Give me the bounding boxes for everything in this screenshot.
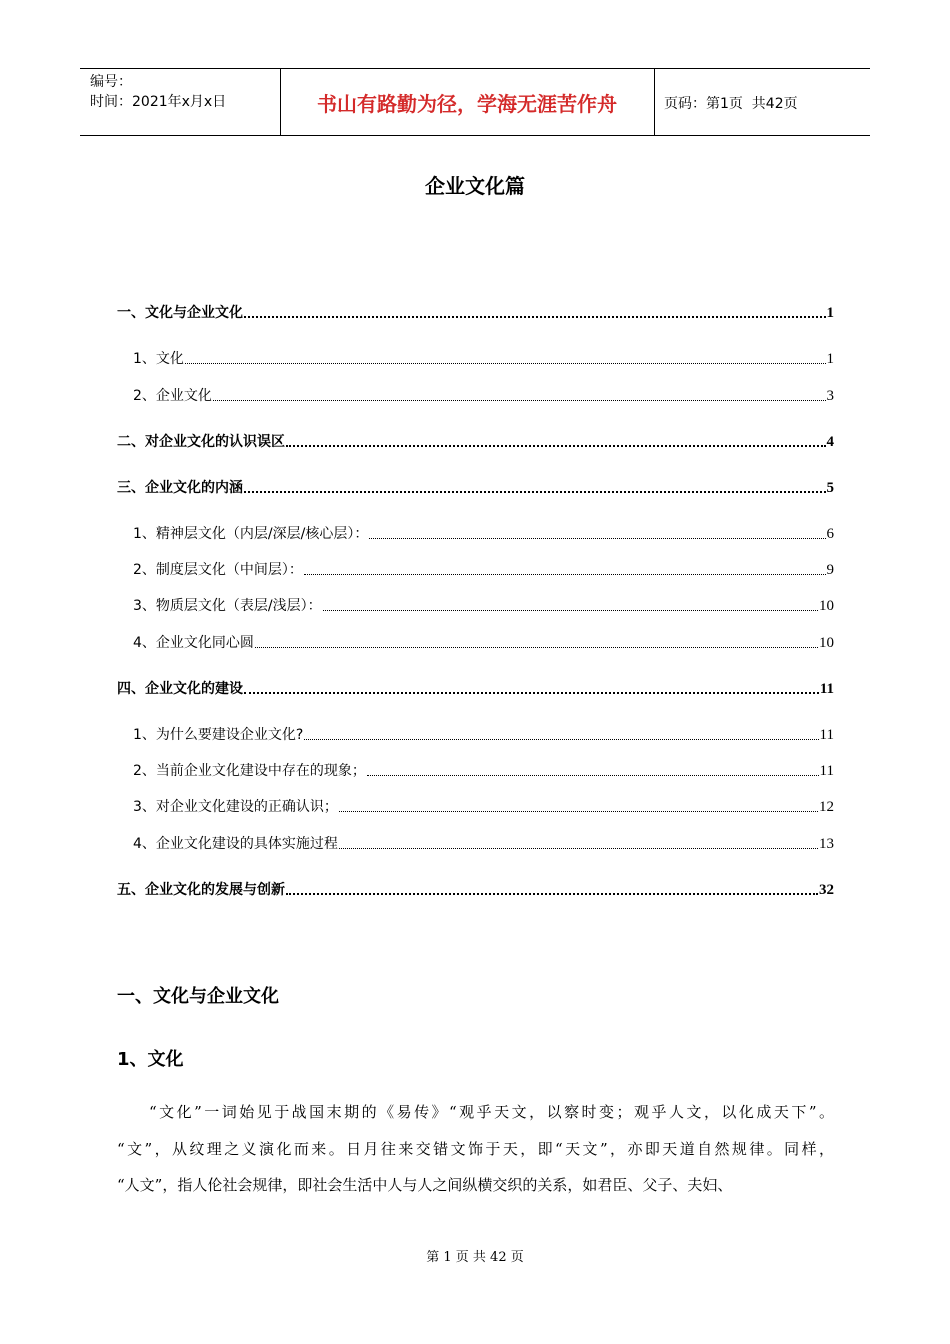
toc-entry-section[interactable] (133, 385, 834, 405)
toc-entry-section[interactable] (133, 796, 834, 816)
toc-leader-dots (304, 574, 826, 575)
paragraph-line: “文化”一词始见于战国末期的《易传》“观乎天文，以察时变；观乎人文，以化成天下”。 (149, 1103, 834, 1121)
body-paragraph (117, 1094, 834, 1204)
toc-entry-title: 四、企业文化的建设 (117, 681, 243, 697)
toc-entry-chapter[interactable] (117, 477, 834, 497)
paragraph-line: “文”，从纹理之义演化而来。日月往来交错文饰于天，即“天文”，亦即天道自然规律。同样， (117, 1139, 834, 1158)
toc-page-number: 10 (819, 598, 834, 614)
toc-entry-title: 1、精神层文化（内层/深层/核心层）： (133, 526, 369, 542)
toc-entry-section[interactable] (133, 724, 834, 744)
page-info-text: 页码：第1页 共42页 (664, 95, 798, 112)
toc-page-number: 13 (819, 836, 834, 852)
toc-leader-dots (323, 610, 818, 611)
toc-page-number: 11 (819, 681, 834, 697)
toc-page-number: 11 (819, 763, 834, 779)
toc-leader-dots (244, 316, 826, 318)
toc-entry-title: 2、当前企业文化建设中存在的现象； (133, 763, 366, 779)
toc-leader-dots (304, 739, 818, 740)
toc-entry-section[interactable] (133, 595, 834, 615)
toc-entry-title: 二、对企业文化的认识误区 (117, 434, 285, 450)
toc-entry-section[interactable] (133, 523, 834, 543)
header-divider (654, 69, 655, 135)
paragraph-line: “人文”，指人伦社会规律，即社会生活中人与人之间纵横交织的关系，如君臣、父子、夫妇、 (117, 1176, 733, 1194)
toc-entry-section[interactable] (133, 760, 834, 780)
header-motto: 书山有路勤为径，学海无涯苦作舟 (317, 92, 617, 116)
document-date: 时间：2021年x月x日 (90, 94, 227, 110)
toc-entry-chapter[interactable] (117, 678, 834, 698)
header-page-info (664, 69, 798, 136)
toc-page-number: 10 (819, 635, 834, 651)
toc-leader-dots (367, 775, 819, 776)
toc-page-number: 32 (819, 882, 834, 898)
toc-entry-title: 4、企业文化同心圆 (133, 635, 254, 651)
toc-entry-title: 2、制度层文化（中间层）： (133, 562, 303, 578)
toc-leader-dots (286, 893, 818, 895)
toc-leader-dots (339, 848, 818, 849)
toc-entry-chapter[interactable] (117, 879, 834, 899)
toc-entry-title: 3、对企业文化建设的正确认识； (133, 799, 338, 815)
toc-page-number: 11 (819, 727, 834, 743)
toc-entry-section[interactable] (133, 632, 834, 652)
toc-entry-title: 1、文化 (133, 351, 184, 367)
document-header (80, 68, 870, 136)
toc-page-number: 4 (826, 434, 834, 450)
subsection-heading: 1、文化 (117, 1049, 184, 1070)
toc-entry-section[interactable] (133, 559, 834, 579)
document-number-label: 编号： (90, 74, 132, 90)
toc-page-number: 3 (826, 388, 834, 404)
toc-page-number: 12 (819, 799, 834, 815)
section-heading: 一、文化与企业文化 (117, 986, 279, 1007)
document-title: 企业文化篇 (425, 174, 525, 198)
toc-page-number: 6 (826, 526, 834, 542)
toc-page-number: 1 (826, 305, 834, 321)
toc-leader-dots (213, 400, 826, 401)
toc-entry-chapter[interactable] (117, 431, 834, 451)
toc-leader-dots (339, 811, 818, 812)
toc-entry-title: 1、为什么要建设企业文化? (133, 727, 304, 743)
page-footer: 第 1 页 共 42 页 (426, 1250, 524, 1265)
toc-entry-title: 2、企业文化 (133, 388, 212, 404)
toc-page-number: 5 (826, 480, 834, 496)
toc-page-number: 9 (826, 562, 834, 578)
toc-leader-dots (286, 445, 826, 447)
toc-leader-dots (369, 538, 825, 539)
toc-entry-section[interactable] (133, 348, 834, 368)
toc-leader-dots (244, 692, 819, 694)
toc-page-number: 1 (826, 351, 834, 367)
toc-entry-title: 一、文化与企业文化 (117, 305, 243, 321)
toc-entry-title: 4、企业文化建设的具体实施过程 (133, 836, 338, 852)
toc-entry-title: 三、企业文化的内涵 (117, 480, 243, 496)
toc-entry-section[interactable] (133, 833, 834, 853)
toc-leader-dots (255, 647, 818, 648)
toc-entry-chapter[interactable] (117, 302, 834, 322)
toc-leader-dots (185, 363, 826, 364)
toc-entry-title: 3、物质层文化（表层/浅层）： (133, 598, 322, 614)
toc-leader-dots (244, 491, 826, 493)
toc-entry-title: 五、企业文化的发展与创新 (117, 882, 285, 898)
header-meta (90, 72, 226, 112)
